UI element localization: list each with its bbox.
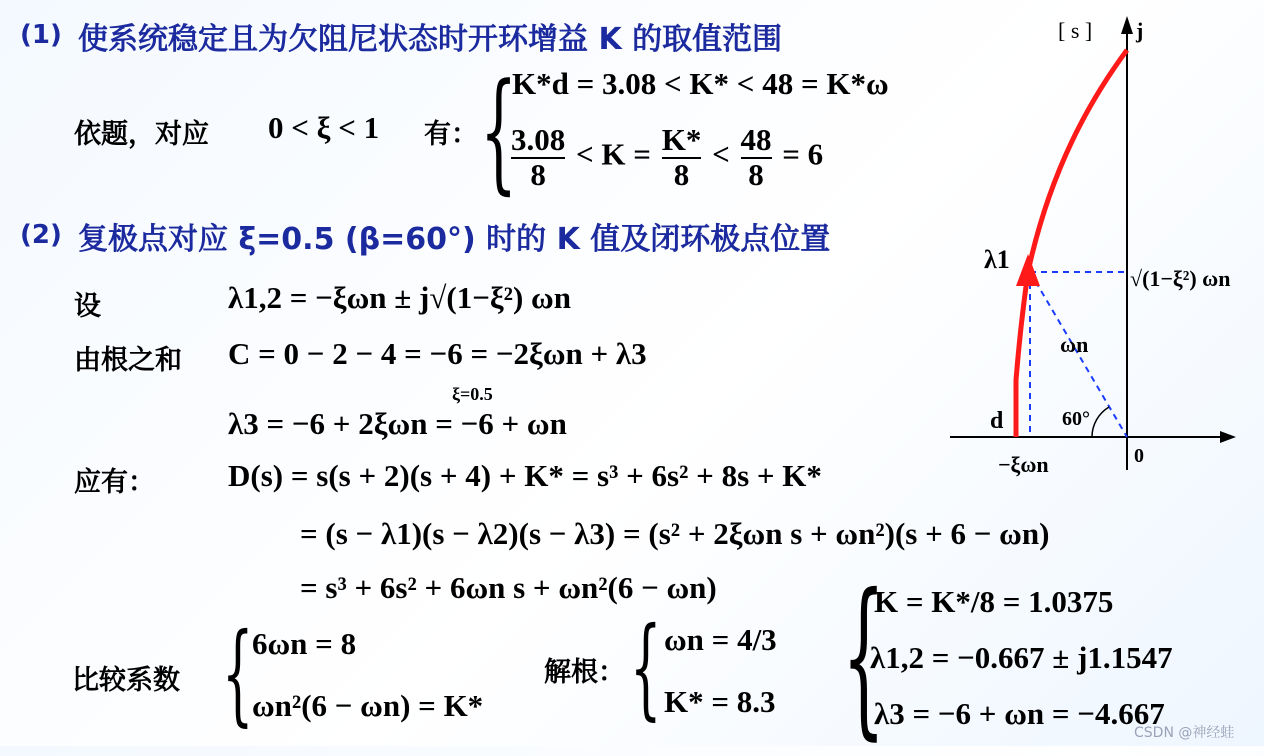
imag-axis-arrow	[1121, 16, 1133, 34]
frac-48-over-8	[741, 124, 772, 191]
real-axis-arrow	[1220, 431, 1236, 443]
angle-label: 60°	[1062, 408, 1090, 430]
origin-label: 0	[1134, 445, 1144, 467]
frac-k-star-over-8	[662, 124, 702, 191]
d-label: d	[990, 408, 1004, 434]
section1-number: (1)	[20, 20, 62, 50]
set-label: 设	[74, 291, 101, 322]
s-plane-label: [ s ]	[1058, 18, 1093, 43]
compare-label: 比较系数	[72, 665, 180, 696]
eq-6: = 6	[782, 136, 824, 172]
section2-heading: 复极点对应 ξ=0.5 (β=60°) 时的 K 值及闭环极点位置	[78, 222, 831, 257]
numerator: 48	[740, 122, 772, 157]
compare-eq-1: 6ωn = 8	[252, 626, 357, 661]
solve-brace: {	[630, 603, 662, 731]
result-1: K = K*/8 = 1.0375	[874, 584, 1114, 619]
compare-eq-2: ωn²(6 − ωn) = K*	[252, 688, 484, 723]
lt-sign: <	[712, 136, 730, 172]
root-locus-diagram	[940, 0, 1260, 490]
frac-3.08-over-8	[511, 124, 565, 191]
result-3: λ3 = −6 + ωn = −4.667	[874, 696, 1165, 731]
section1-brace: {	[480, 55, 518, 207]
root-locus-branch	[1016, 50, 1127, 437]
sum-equation: C = 0 − 2 − 4 = −6 = −2ξωn + λ3	[228, 336, 647, 371]
should-label: 应有：	[74, 467, 155, 498]
angle-arc	[1092, 407, 1109, 437]
result-2: λ1,2 = −0.667 ± j1.1547	[870, 640, 1173, 675]
section1-have: 有：	[424, 119, 478, 150]
numerator: 3.08	[511, 122, 566, 157]
solve-eq-1: ωn = 4/3	[664, 622, 777, 657]
sum-label: 由根之和	[74, 345, 182, 376]
xi-omega-label: −ξωn	[998, 452, 1049, 477]
denominator: 8	[511, 157, 565, 192]
lt-k-eq: < K =	[576, 136, 651, 172]
section2-number: (2)	[20, 220, 62, 250]
section1-heading: 使系统稳定且为欠阻尼状态时开环增益 K 的取值范围	[78, 22, 783, 57]
j-label: j	[1136, 18, 1144, 43]
section1-condition: 0 < ξ < 1	[268, 110, 380, 145]
solve-eq-2: K* = 8.3	[664, 684, 776, 719]
denominator: 8	[741, 157, 772, 192]
watermark: CSDN @神经蛙	[1134, 725, 1235, 741]
numerator: K*	[661, 122, 702, 157]
locus-arrow	[1016, 254, 1040, 286]
xi-note: ξ=0.5	[452, 384, 493, 404]
lambda3-equation: λ3 = −6 + 2ξωn = −6 + ωn	[228, 406, 567, 441]
set-equation: λ1,2 = −ξωn ± j√(1−ξ²) ωn	[228, 280, 571, 315]
lambda1-label: λ1	[984, 245, 1010, 274]
section1-label: 依题，对应	[74, 119, 209, 150]
d-equation-2: = (s − λ1)(s − λ2)(s − λ3) = (s² + 2ξωn s + ωn²)(s + 6 − ωn)	[300, 516, 1050, 551]
compare-brace: {	[222, 609, 254, 737]
sqrt-label: √(1−ξ²) ωn	[1130, 266, 1231, 291]
denominator: 8	[662, 157, 702, 192]
d-equation-3: = s³ + 6s² + 6ωn s + ωn²(6 − ωn)	[300, 570, 717, 605]
section1-line2	[508, 124, 823, 191]
d-equation-1: D(s) = s(s + 2)(s + 4) + K* = s³ + 6s² + 8s + K*	[228, 458, 822, 493]
result-brace: {	[842, 558, 886, 756]
solve-label: 解根：	[544, 657, 625, 688]
section1-line1: K*d = 3.08 < K* < 48 = K*ω	[512, 66, 889, 101]
omega-n-label: ωn	[1060, 332, 1089, 357]
